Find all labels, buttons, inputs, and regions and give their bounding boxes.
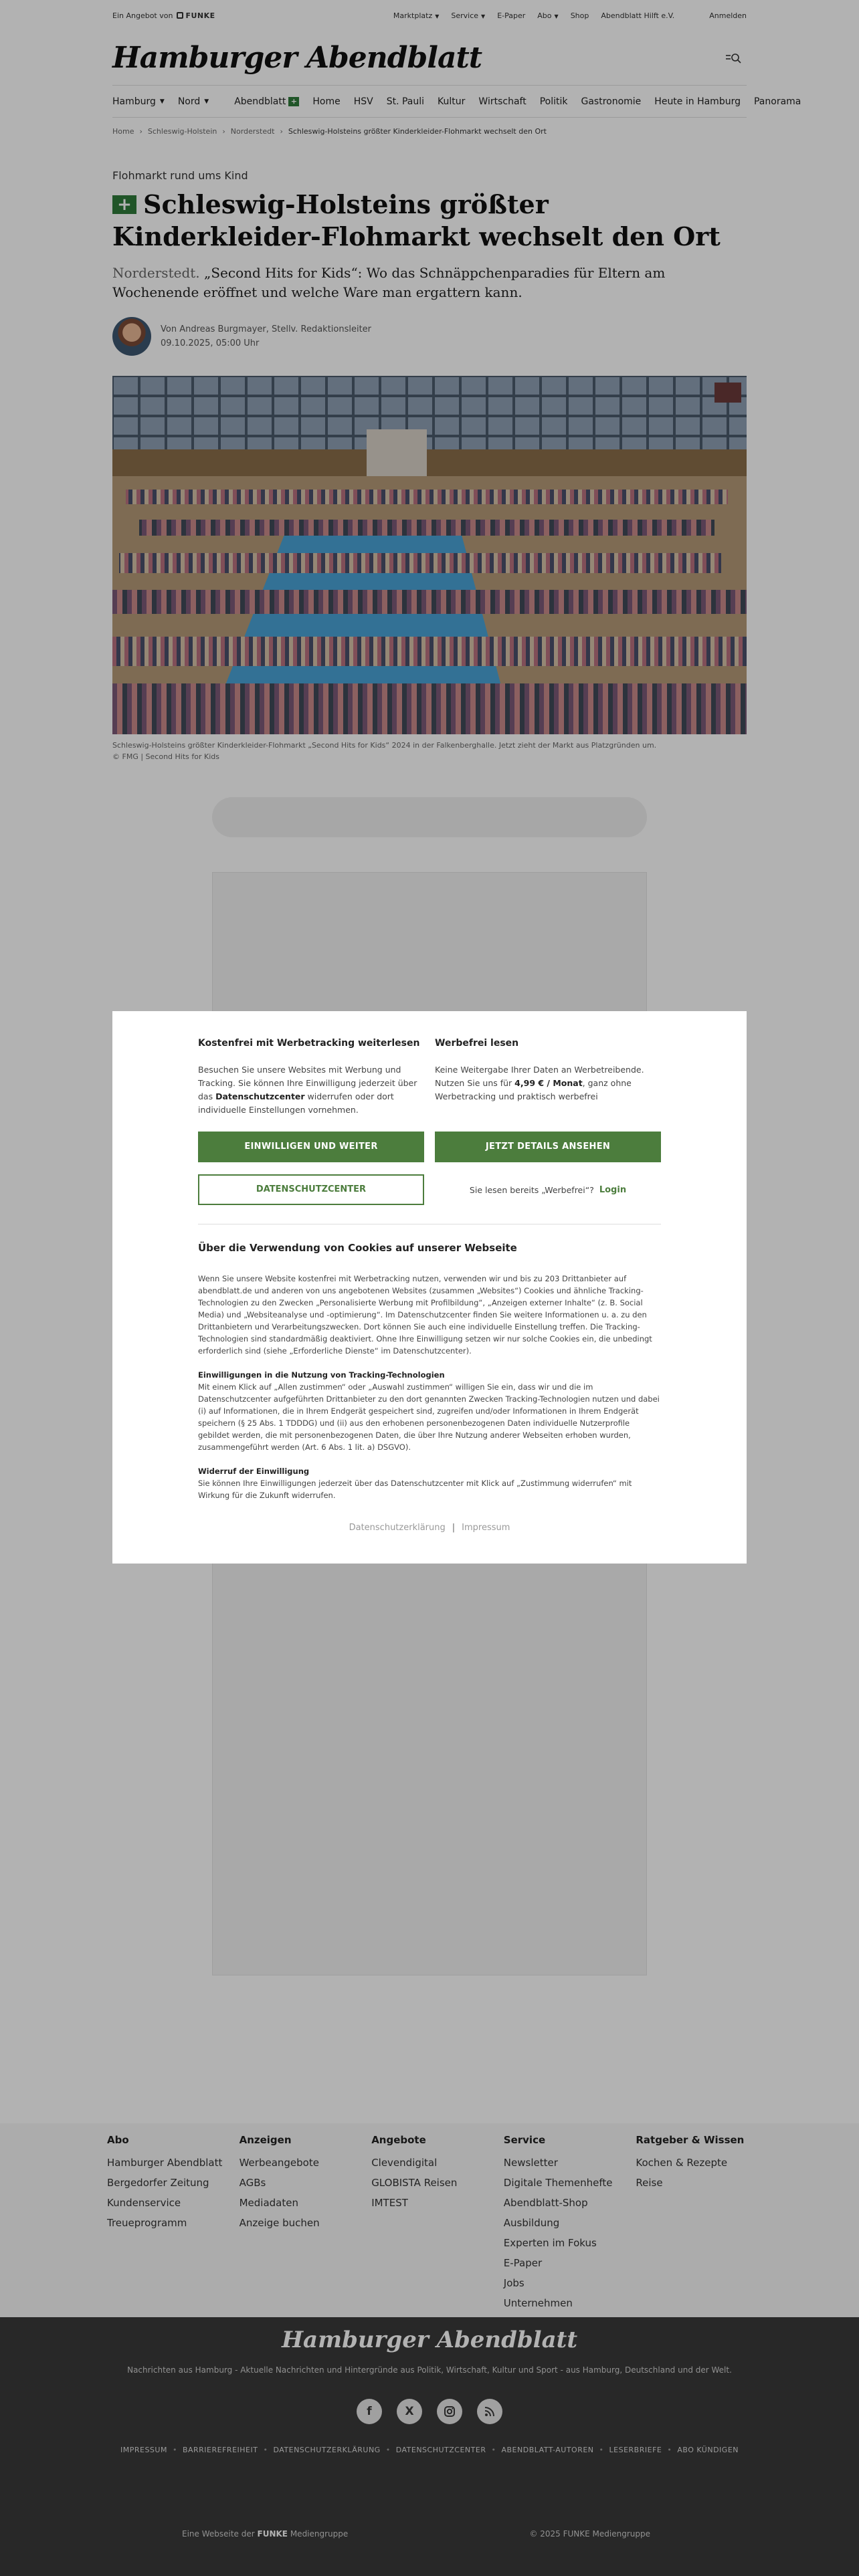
- footer-link[interactable]: Werbeangebote: [239, 2157, 319, 2169]
- nav-item-hsv[interactable]: HSV: [353, 96, 373, 107]
- footer-link[interactable]: AGBs: [239, 2177, 266, 2189]
- utility-link-abo[interactable]: Abo ▼: [537, 11, 559, 20]
- footer-link[interactable]: Unternehmen: [503, 2297, 573, 2309]
- consent-footer: Datenschutzerklärung | Impressum: [349, 1523, 510, 1533]
- cookies-title: Über die Verwendung von Cookies auf unserer Webseite: [198, 1242, 517, 1254]
- website-credit: Eine Webseite der FUNKE Mediengruppe: [182, 2529, 349, 2539]
- footer-link[interactable]: Clevendigital: [371, 2157, 438, 2169]
- footer-link[interactable]: Anzeige buchen: [239, 2217, 320, 2229]
- utility-link-epaper[interactable]: E-Paper: [497, 11, 526, 20]
- footer-link[interactable]: IMTEST: [371, 2197, 408, 2209]
- nav-item-st-pauli[interactable]: St. Pauli: [386, 96, 425, 107]
- nav-item-kultur[interactable]: Kultur: [438, 96, 466, 107]
- breadcrumb-home[interactable]: Home: [112, 127, 134, 136]
- x-icon[interactable]: X: [397, 2399, 422, 2424]
- plus-icon: +: [112, 195, 136, 214]
- footer-link[interactable]: Treueprogramm: [107, 2217, 187, 2229]
- footer-link[interactable]: Bergedorfer Zeitung: [107, 2177, 209, 2189]
- chevron-down-icon: ▼: [554, 13, 559, 19]
- already-subscriber: [435, 1174, 661, 1205]
- consent-text: Mit einem Klick auf „Allen zustimmen“ oder „Auswahl zustimmen“ willigen Sie ein, dass wir und die im Datenschutzcenter aufgeführten Drittanbieter zu den dort genannten Zwecken Tracking-Technologien nutzen und dabei (i) auf Informationen, die in Ihrem Endgerät gespeichert sind, zugreifen und/oder Informationen in Ihrem Endgerät speichern (§ 25 Abs. 1 TDDDG) und (ii) aus den erhobenen personenbezogenen Daten individuelle Nutzerprofile gebildet werden, die mit personenbezogenen Daten, die über Ihre Nutzung anderer Webseiten erhoben wurden, zusammengeführt werden (Art. 6 Abs. 1 lit. a) DSGVO).: [198, 1382, 660, 1452]
- breadcrumb: Home › Schleswig-Holstein › Norderstedt › Schleswig-Holsteins größter Kinderkleider-Flohmarkt wechselt den Ort: [112, 127, 547, 136]
- nav-item-home[interactable]: Home: [312, 96, 341, 107]
- footer-link[interactable]: Mediadaten: [239, 2197, 298, 2209]
- chevron-down-icon: ▼: [159, 98, 165, 105]
- nav-item-heute-in-hamburg[interactable]: Heute in Hamburg: [654, 96, 741, 107]
- image-credit: © FMG | Second Hits for Kids: [112, 752, 219, 761]
- adfree-login-link[interactable]: Login: [599, 1184, 627, 1195]
- imprint-link[interactable]: Impressum: [462, 1523, 510, 1533]
- article-kicker: Flohmarkt rund ums Kind: [112, 169, 248, 182]
- breadcrumb-norderstedt[interactable]: Norderstedt: [230, 127, 275, 136]
- footer-link[interactable]: Reise: [636, 2177, 663, 2189]
- image-caption: Schleswig-Holsteins größter Kinderkleider-Flohmarkt „Second Hits for Kids“ 2024 in der Falkenberghalle. Jetzt zieht der Markt aus Platzgründen um. © FMG | Second Hits for Kids: [112, 741, 657, 761]
- footer-link[interactable]: Hamburger Abendblatt: [107, 2157, 223, 2169]
- footer-link[interactable]: E-Paper: [503, 2257, 543, 2269]
- nav-item-abendblatt-plus[interactable]: Abendblatt +: [234, 96, 299, 107]
- consent-right-text: Keine Weitergabe Ihrer Daten an Werbetreibende. Nutzen Sie uns für 4,99 € / Monat, ganz ohne Werbetracking und praktisch werbefrei: [435, 1065, 644, 1101]
- footer-tagline: Nachrichten aus Hamburg - Aktuelle Nachrichten und Hintergründe aus Politik, Wirtschaft, Kultur und Sport - aus Hamburg, Deutschland und der Welt.: [127, 2365, 732, 2375]
- footer-link[interactable]: Kochen & Rezepte: [636, 2157, 728, 2169]
- legal-link-datenschutzcenter[interactable]: DATENSCHUTZCENTER: [395, 2446, 486, 2454]
- footer-link[interactable]: Newsletter: [503, 2157, 558, 2169]
- teaser-location: Norderstedt.: [112, 265, 200, 281]
- utility-link-service[interactable]: Service ▼: [451, 11, 486, 20]
- legal-link-barrierefreiheit[interactable]: BARRIEREFREIHEIT: [182, 2446, 258, 2454]
- legal-links: IMPRESSUM • BARRIEREFREIHEIT • DATENSCHUTZERKLÄRUNG • DATENSCHUTZCENTER • ABENDBLATT-AUTOREN • LESERBRIEFE • ABO KÜNDIGEN: [120, 2446, 739, 2454]
- consent-option-adfree: [435, 1038, 661, 1117]
- footer-col-title: Ratgeber & Wissen: [636, 2134, 745, 2146]
- utility-link-abendblatt-hilft[interactable]: Abendblatt Hilft e.V.: [601, 11, 675, 20]
- nav-item-hamburg[interactable]: Hamburg ▼: [112, 96, 165, 107]
- publish-date: 09.10.2025, 05:00 Uhr: [161, 338, 260, 348]
- consent-left-title: Kostenfrei mit Werbetracking weiterlesen: [198, 1038, 420, 1049]
- legal-link-abo-kuendigen[interactable]: ABO KÜNDIGEN: [677, 2446, 739, 2454]
- chevron-down-icon: ▼: [204, 98, 209, 105]
- utility-link-marktplatz[interactable]: Marktplatz ▼: [393, 11, 440, 20]
- details-button[interactable]: JETZT DETAILS ANSEHEN: [435, 1132, 661, 1162]
- funke-logo: FUNKE: [177, 11, 215, 20]
- accept-button[interactable]: EINWILLIGEN UND WEITER: [198, 1132, 424, 1162]
- article-headline: + Schleswig-Holsteins größter Kinderkleider-Flohmarkt wechselt den Ort: [112, 189, 721, 251]
- utility-link-shop[interactable]: Shop: [570, 11, 589, 20]
- plus-icon: +: [288, 97, 299, 106]
- offer-prefix: Ein Angebot von: [112, 11, 173, 20]
- footer-col-title: Abo: [107, 2134, 129, 2146]
- footer-link[interactable]: Digitale Themenhefte: [503, 2177, 613, 2189]
- footer-link[interactable]: Ausbildung: [503, 2217, 560, 2229]
- consent-heading: Einwilligungen in die Nutzung von Tracking-Technologien: [198, 1370, 445, 1380]
- footer-link[interactable]: GLOBISTA Reisen: [371, 2177, 458, 2189]
- article-teaser: Norderstedt. „Second Hits for Kids“: Wo das Schnäppchenparadies für Eltern am Wochenende eröffnet und welche Ware man ergattern kann.: [112, 265, 666, 300]
- legal-link-autoren[interactable]: ABENDBLATT-AUTOREN: [501, 2446, 594, 2454]
- author-name[interactable]: Von Andreas Burgmayer, Stellv. Redaktionsleiter: [161, 324, 372, 334]
- cookies-text: Wenn Sie unsere Website kostenfrei mit Werbetracking nutzen, verwenden wir und bis zu 203 Drittanbieter auf abendblatt.de und anderen von uns angebotenen Websites (zusammen „Websites“) Cookies und ähnliche Tracking-Technologien zu den Zwecken „Personalisierte Werbung mit Profilbildung“, „Anzeigen externer Inhalte“ (z. B. Social Media) und „Websiteanalyse und -optimierung“. Im Datenschutzcenter finden Sie weitere Informationen u. a. zu den Drittanbietern und Verarbeitungszwecken. Dort können Sie auch eine individuelle Einstellung treffen. Die Tracking-Technologien sind standardmäßig deaktiviert. Ohne Ihre Einwilligung setzen wir nur solche Cookies ein, die unbedingt erforderlich sind (siehe „Erforderliche Dienste“ im Datenschutzcenter).: [198, 1274, 652, 1356]
- footer-col-title: Angebote: [371, 2134, 426, 2146]
- login-link[interactable]: Anmelden: [709, 11, 747, 20]
- consent-dialog: [112, 1011, 747, 1564]
- copyright: © 2025 FUNKE Mediengruppe: [529, 2529, 650, 2539]
- consent-option-tracking: [198, 1038, 424, 1117]
- nav-item-gastronomie[interactable]: Gastronomie: [581, 96, 642, 107]
- footer-logo[interactable]: Hamburger Abendblatt: [281, 2327, 578, 2353]
- site-logo[interactable]: Hamburger Abendblatt: [112, 41, 482, 75]
- chevron-down-icon: ▼: [435, 13, 440, 19]
- already-text: Sie lesen bereits „Werbefrei“?: [469, 1184, 594, 1195]
- legal-link-datenschutzerklaerung[interactable]: DATENSCHUTZERKLÄRUNG: [273, 2446, 381, 2454]
- legal-link-impressum[interactable]: IMPRESSUM: [120, 2446, 167, 2454]
- footer-col-title: Service: [503, 2134, 546, 2146]
- consent-left-text: Besuchen Sie unsere Websites mit Werbung und Tracking. Sie können Ihre Einwilligung jederzeit über das Datenschutzcenter widerrufen oder dort individuelle Einstellungen vornehmen.: [198, 1065, 417, 1115]
- withdraw-text: Sie können Ihre Einwilligungen jederzeit über das Datenschutzcenter mit Klick auf „Zustimmung widerrufen“ mit Wirkung für die Zukunft widerrufen.: [198, 1479, 632, 1500]
- chevron-down-icon: ▼: [481, 13, 486, 19]
- footer-col-title: Anzeigen: [239, 2134, 292, 2146]
- nav-item-nord[interactable]: Nord ▼: [177, 96, 209, 107]
- consent-right-title: Werbefrei lesen: [435, 1038, 519, 1049]
- legal-link-leserbriefe[interactable]: LESERBRIEFE: [609, 2446, 662, 2454]
- footer-link[interactable]: Abendblatt-Shop: [503, 2197, 588, 2209]
- privacy-policy-link[interactable]: Datenschutzerklärung: [349, 1523, 446, 1533]
- breadcrumb-current: Schleswig-Holsteins größter Kinderkleider-Flohmarkt wechselt den Ort: [288, 127, 547, 136]
- nav-item-wirtschaft[interactable]: Wirtschaft: [478, 96, 527, 107]
- facebook-icon[interactable]: f: [357, 2399, 382, 2424]
- nav-item-politik[interactable]: Politik: [539, 96, 568, 107]
- footer-link[interactable]: Experten im Fokus: [503, 2237, 597, 2249]
- breadcrumb-schleswig-holstein[interactable]: Schleswig-Holstein: [147, 127, 217, 136]
- withdraw-heading: Widerruf der Einwilligung: [198, 1467, 310, 1476]
- footer-link[interactable]: Kundenservice: [107, 2197, 181, 2209]
- privacy-center-button[interactable]: DATENSCHUTZCENTER: [198, 1174, 424, 1205]
- nav-item-panorama[interactable]: Panorama: [753, 96, 801, 107]
- footer-link[interactable]: Jobs: [503, 2277, 524, 2289]
